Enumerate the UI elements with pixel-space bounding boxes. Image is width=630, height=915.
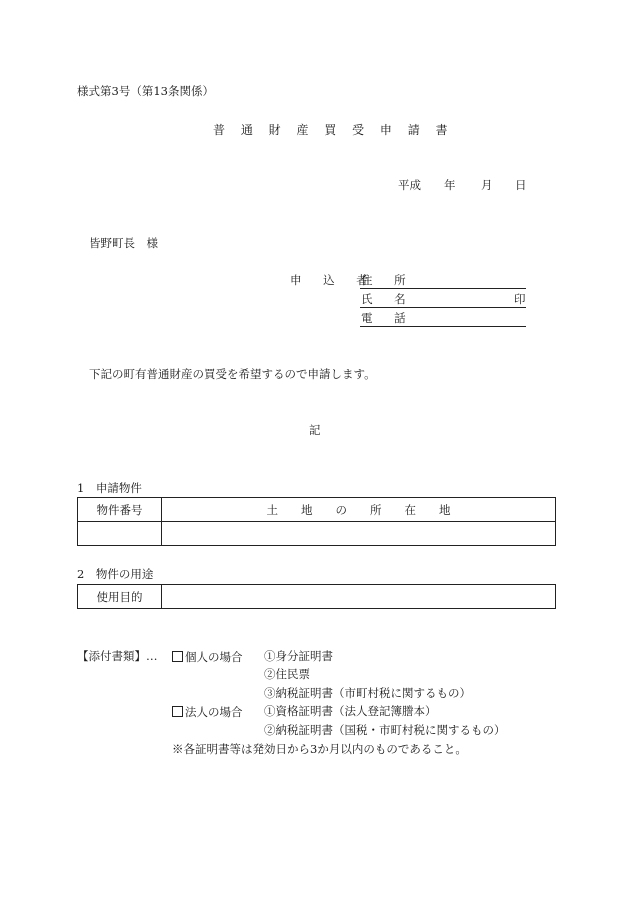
corporate-checkbox[interactable]: [172, 706, 183, 717]
corporate-case: [172, 706, 243, 719]
usage-table-row: [78, 585, 556, 609]
individual-case: [172, 651, 243, 664]
usage-purpose-label: 使用目的: [78, 585, 162, 609]
attachments-label: 【添付書類】…: [77, 649, 158, 663]
usage-table: [77, 584, 556, 609]
form-number: 様式第3号（第13条関係）: [77, 84, 214, 98]
individual-doc-3: ③納税証明書（市町村税に関するもの）: [264, 686, 471, 700]
individual-checkbox[interactable]: [172, 651, 183, 662]
section2-heading: 2 物件の用途: [77, 567, 154, 581]
individual-doc-1: ①身分証明書: [264, 649, 333, 663]
corporate-case-label: 法人の場合: [185, 705, 243, 719]
body-text: 下記の町有普通財産の買受を希望するので申請します。: [89, 367, 376, 381]
individual-case-label: 個人の場合: [185, 650, 243, 664]
corporate-doc-2: ②納税証明書（国税・市町村税に関するもの）: [264, 723, 506, 737]
property-table-row: [78, 522, 556, 546]
seal-mark: 印: [514, 292, 526, 306]
name-label: 氏 名: [361, 292, 415, 306]
property-table: [77, 497, 556, 546]
usage-purpose-cell[interactable]: [162, 585, 556, 609]
individual-doc-2: ②住民票: [264, 667, 310, 681]
page-title: 普 通 財 産 買 受 申 請 書: [213, 123, 454, 137]
property-table-header: [78, 498, 556, 522]
address-label: 住 所: [361, 273, 415, 287]
phone-label: 電 話: [361, 311, 415, 325]
addressee: 皆野町長 様: [89, 236, 158, 250]
ki-mark: 記: [309, 423, 321, 437]
applicant-label: 申 込 者: [290, 273, 377, 287]
date-day: 日: [515, 178, 527, 192]
corporate-doc-1: ①資格証明書（法人登記簿謄本）: [264, 704, 437, 718]
date-month: 月: [481, 178, 493, 192]
property-number-cell[interactable]: [78, 522, 162, 546]
date-era: 平成: [398, 178, 421, 192]
col-property-number: 物件番号: [78, 498, 162, 522]
name-underline: [360, 307, 526, 308]
address-underline: [360, 288, 526, 289]
phone-underline: [360, 326, 526, 327]
land-location-cell[interactable]: [162, 522, 556, 546]
validity-note: ※各証明書等は発効日から3か月以内のものであること。: [172, 742, 467, 756]
section1-heading: 1 申請物件: [77, 481, 142, 495]
date-year: 年: [444, 178, 456, 192]
col-land-location: 土 地 の 所 在 地: [162, 498, 556, 522]
